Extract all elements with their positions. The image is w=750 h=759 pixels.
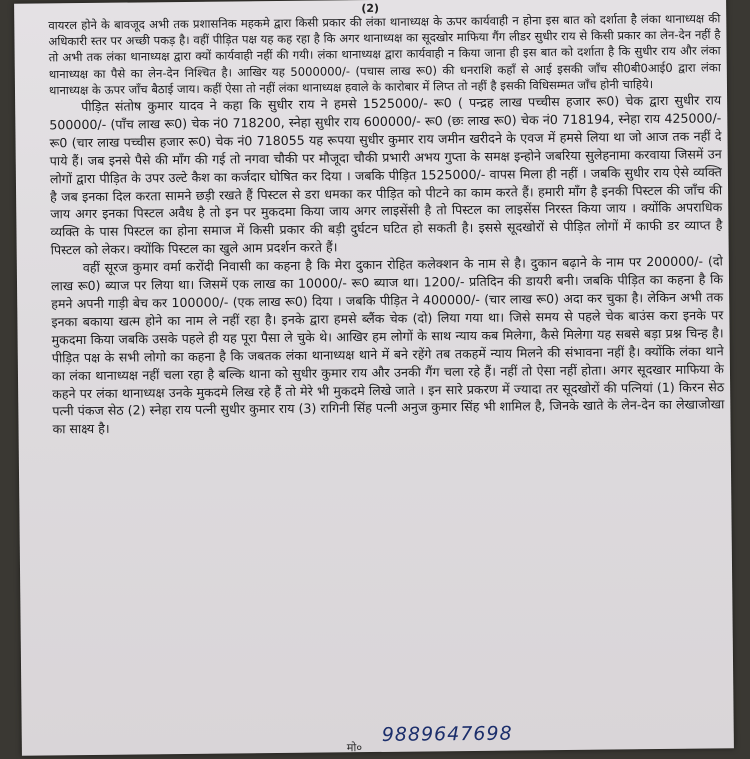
paragraph-1: वायरल होने के बावजूद अभी तक प्रशासनिक महकमे द्वारा किसी प्रकार की लंका थानाध्यक्ष के ऊपर कार्यवाही न होना इस बात को दर्शाता है लंका थानाध्यक्ष की अधिकारी स्तर पर अच्छी पकड़ है। वहीं पीड़ित पक्ष यह कह रहा है कि अगर थानाध्यक्ष का सूदखोर माफिया गैंग लीडर सुधीर राय से किसी प्रकार का लेन-देन नहीं है तो अभी तक लंका थानाध्यक्ष द्वारा क्यों कार्यवाही नहीं की गयी। लंका थानाध्यक्ष द्वारा कार्यवाही न किया जाना ही इस बात को दर्शाता है कि सुधीर राय और लंका थानाध्यक्ष का पैसे का लेन-देन निश्चित है। आखिर यह 5000000/- (पचास लाख रू0) की धनराशि कहाँ से आई इसकी जाँच सी0बी0आई0 द्वारा लंका थानाध्यक्ष के ऊपर जाँच बैठाई जाय। कहीं ऐसा तो नहीं लंका थानाध्यक्ष हवाले के कारोबार में लिप्त तो नहीं है इसकी विधिसम्मत जाँच होनी चाहिये। xyxy=(48,11,721,98)
phone-prefix: मो० xyxy=(346,741,363,755)
handwritten-phone-number: 9889647698 xyxy=(381,722,513,746)
document-body xyxy=(48,10,724,438)
paragraph-2: पीड़ित संतोष कुमार यादव ने कहा कि सुधीर राय ने हमसे 1525000/- रू0 ( पन्द्रह लाख पच्चीस हजार रू0) चेक द्वारा सुधीर राय 500000/- (पाँच लाख रू0) चेक नं0 718200, स्नेहा सुधीर राय 600000/- रू0 (छः लाख रू0) चेक नं0 718194, स्नेहा राय 425000/- रू0 (चार लाख पच्चीस हजार रू0) चेक नं0 718055 यह रूपया सुधीर कुमार राय जमीन खरीदने के एवज में हमसे लिया था जो आज तक नहीं दे पाये हैं। जब इनसे पैसे की माँग की गई तो नगवा चौकी पर मौजूदा चौकी प्रभारी अभय गुप्ता के समक्ष इन्होने जबरिया सुलेहनामा करवाया जिसमें उन लोगों द्वारा पीड़ित के उपर उल्टे कैश का कर्जदार घोषित कर दिया । जबकि पीड़ित 1525000/- वापस मिला ही नहीं । जबकि सुधीर राय ऐसे व्यक्ति है जब इनका दिल करता सामने छड़ी रखते हैं पिस्टल से डरा धमका कर पीड़ित को पीटने का काम करते हैं। हमारी माँग है इनकी पिस्टल की जाँच की जाय अगर इनका पिस्टल अवैध है तो इन पर मुकदमा किया जाय अगर लाइसेंसी है तो पिस्टल का लाइसेंस निरस्त किया जाय । क्योंकि अपराधिक व्यक्ति के पास पिस्टल का होना समाज में किसी प्रकार की बड़ी दुर्घटन घटित हो सकती है। इससे सूदखोरों से पीड़ित लोगों में काफी डर व्याप्त है पिस्टल को लेकर। क्योंकि पिस्टल का खुले आम प्रदर्शन करते हैं। xyxy=(49,92,723,258)
paragraph-3: वहीं सूरज कुमार वर्मा करोंदी निवासी का कहना है कि मेरा दुकान रोहित कलेक्शन के नाम से है। दुकान बढ़ाने के नाम पर 200000/- (दो लाख रू0) ब्याज पर लिया था। जिसमें एक लाख का 10000/- रू0 ब्याज था। 1200/- प्रतिदिन की डायरी बनी। जबकि पीड़ित का कहना है कि हमने अपनी गाड़ी बेच कर 100000/- (एक लाख रू0) दिया । जबकि पीड़ित ने 400000/- (चार लाख रू0) अदा कर चुका है। लेकिन अभी तक इनका बकाया खत्म होने का नाम ले नहीं रहा है। इनके द्वारा हमसे ब्लैंक चेक (दो) लिया गया था। जिसे समय से पहले चेक बाउंस करा इनके पर मुकदमा किया जबकि उसके पहले ही यह पूरा पैसा ले चुके थे। आखिर हम लोगों के साथ न्याय कब मिलेगा, कैसे मिलेगा यह सबसे बड़ा प्रश्न चिन्ह है। पीड़ित पक्ष के सभी लोगो का कहना है कि जबतक लंका थानाध्यक्ष थाने में बने रहेंगे तब तकहमें न्याय मिलने की संभावना नहीं है। क्योंकि लंका थाने का लंका थानाध्यक्ष नहीं चला रहा है बल्कि थाना को सुधीर कुमार राय और उनकी गैंग चला रहे हैं। नहीं तो ऐसा नहीं होता। अगर सूदखार माफिया के कहने पर लंका थानाध्यक्ष उनके मुकदमे लिख रहे हैं तो मेरे भी मुकदमे लिखे जाते । इन सारे प्रकरण में ज्यादा तर सूदखोरों की पत्नियां (1) किरन सेठ पत्नी पंकज सेठ (2) स्नेहा राय पत्नी सुधीर कुमार राय (3) रागिनी सिंह पत्नी अनुज कुमार सिंह भी शामिल है, जिनके खाते के लेन-देन का लेखाजोखा का साक्ष्य है। xyxy=(50,253,725,437)
page-number: (2) xyxy=(361,1,380,16)
document-page xyxy=(14,0,734,756)
